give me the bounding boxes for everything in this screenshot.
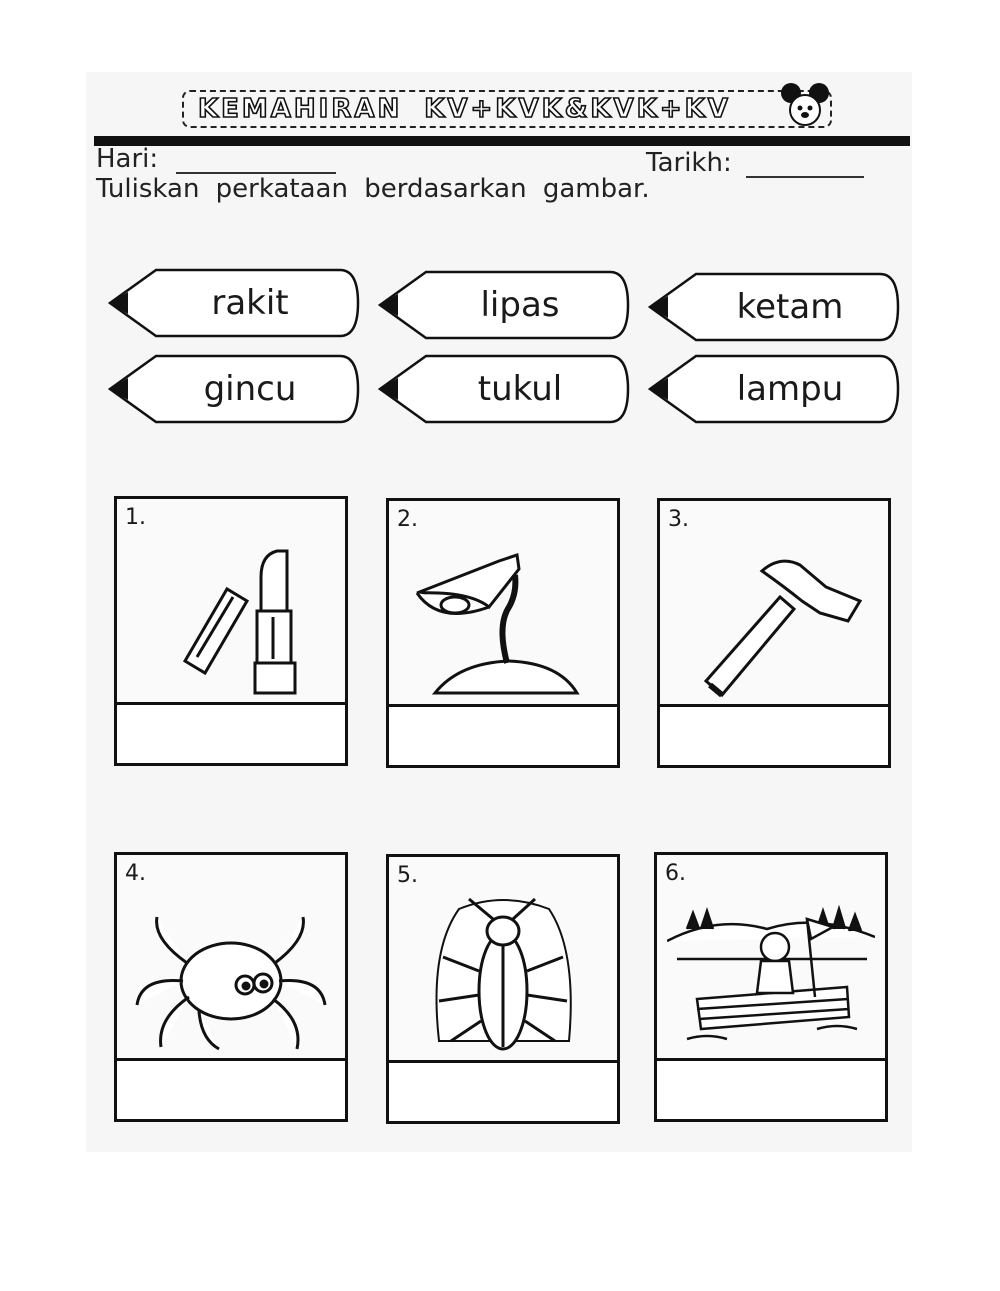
pencil-word: lampu <box>736 369 844 409</box>
answer-box[interactable] <box>660 704 888 765</box>
picture-card <box>114 852 348 1122</box>
hammer-icon <box>670 535 878 707</box>
picture-card <box>654 852 888 1122</box>
tarikh-line[interactable] <box>746 154 864 178</box>
picture-card <box>657 498 891 768</box>
crab-icon <box>127 889 335 1061</box>
tarikh-label: Tarikh: <box>646 148 732 178</box>
card-number: 3. <box>668 507 689 532</box>
title-sub: KV+KVK&KVK+KV <box>424 94 731 124</box>
title-banner <box>182 90 832 128</box>
hari-field <box>96 144 336 174</box>
answer-box[interactable] <box>117 1058 345 1119</box>
card-number: 6. <box>665 861 686 886</box>
cockroach-icon <box>399 891 607 1063</box>
picture-card <box>114 496 348 766</box>
card-number: 5. <box>397 863 418 888</box>
word-pencil-tukul[interactable] <box>378 352 632 426</box>
raft-icon <box>667 889 875 1061</box>
card-number: 1. <box>125 505 146 530</box>
mouse-mascot-icon <box>778 80 832 134</box>
word-pencil-rakit[interactable] <box>108 266 362 340</box>
hari-line[interactable] <box>176 150 336 174</box>
title-main: KEMAHIRAN <box>198 94 403 124</box>
pencil-word: gincu <box>203 369 297 409</box>
card-number: 2. <box>397 507 418 532</box>
answer-box[interactable] <box>389 1060 617 1121</box>
pencil-word: lipas <box>480 285 560 325</box>
word-pencil-ketam[interactable] <box>648 270 902 344</box>
hari-label: Hari: <box>96 144 159 174</box>
tarikh-field <box>646 148 864 178</box>
answer-box[interactable] <box>117 702 345 763</box>
word-pencil-lipas[interactable] <box>378 268 632 342</box>
picture-card <box>386 498 620 768</box>
answer-box[interactable] <box>389 704 617 765</box>
lipstick-icon <box>127 533 335 705</box>
word-pencil-lampu[interactable] <box>648 352 902 426</box>
answer-box[interactable] <box>657 1058 885 1119</box>
instruction-text: Tuliskan perkataan berdasarkan gambar. <box>96 174 650 204</box>
pencil-word: rakit <box>211 283 289 323</box>
card-number: 4. <box>125 861 146 886</box>
pencil-word: ketam <box>736 287 844 327</box>
pencil-word: tukul <box>477 369 563 409</box>
word-pencil-gincu[interactable] <box>108 352 362 426</box>
lamp-icon <box>399 535 607 707</box>
picture-card <box>386 854 620 1124</box>
